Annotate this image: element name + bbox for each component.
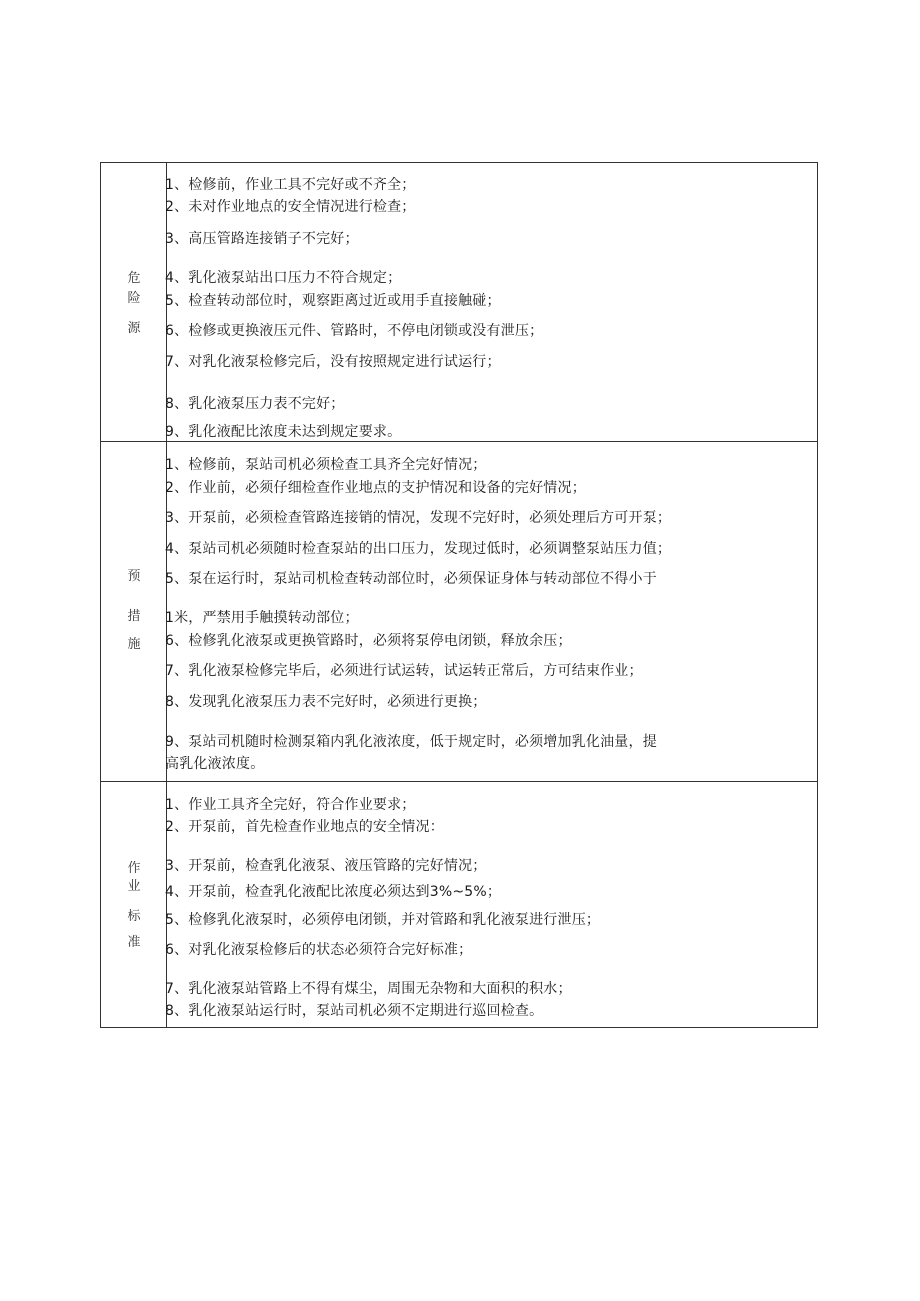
section-label-char: 危 — [127, 271, 141, 286]
section-label-char: 施 — [127, 637, 141, 652]
precaution-item: 1、检修前，泵站司机必须检查工具齐全完好情况； — [165, 457, 487, 473]
standard-item: 8、乳化液泵站运行时，泵站司机必须不定期进行巡回检查。 — [165, 1003, 544, 1019]
section-label-char: 作 — [127, 861, 141, 876]
standard-item: 4、开泵前，检查乳化液配比浓度必须达到3%~5%； — [165, 884, 502, 900]
section-label-char: 措 — [127, 609, 141, 624]
row-divider — [101, 781, 817, 782]
section-label-char: 源 — [127, 321, 141, 336]
standard-item: 7、乳化液泵站管路上不得有煤尘，周围无杂物和大面积的积水； — [165, 981, 572, 997]
hazard-item: 9、乳化液配比浓度未达到规定要求。 — [165, 424, 402, 440]
precaution-item: 4、泵站司机必须随时检查泵站的出口压力，发现过低时，必须调整泵站压力值； — [165, 541, 672, 557]
precaution-item: 8、发现乳化液泵压力表不完好时，必须进行更换； — [165, 694, 487, 710]
hazard-item: 2、未对作业地点的安全情况进行检查； — [165, 199, 416, 215]
standard-item: 5、检修乳化液泵时，必须停电闭锁，并对管路和乳化液泵进行泄压； — [165, 912, 601, 928]
hazard-item: 1、检修前，作业工具不完好或不齐全； — [165, 177, 416, 193]
hazard-item: 6、检修或更换液压元件、管路时，不停电闭锁或没有泄压； — [165, 323, 544, 339]
standard-item: 3、开泵前，检查乳化液泵、液压管路的完好情况； — [165, 858, 487, 874]
hazard-item: 5、检查转动部位时，观察距离过近或用手直接触碰； — [165, 293, 501, 309]
standard-item: 6、对乳化液泵检修后的状态必须符合完好标准； — [165, 942, 473, 958]
precaution-item: 5、泵在运行时，泵站司机检查转动部位时，必须保证身体与转动部位不得小于 — [165, 571, 657, 587]
section-label-char: 业 — [127, 879, 141, 894]
standard-item: 1、作业工具齐全完好，符合作业要求； — [165, 797, 416, 813]
hazard-item: 3、高压管路连接销子不完好； — [165, 231, 359, 247]
precaution-item: 1米，严禁用手触摸转动部位； — [165, 610, 359, 626]
hazard-item: 4、乳化液泵站出口压力不符合规定； — [165, 270, 402, 286]
standard-item: 2、开泵前，首先检查作业地点的安全情况： — [165, 819, 444, 835]
hazard-item: 8、乳化液泵压力表不完好； — [165, 396, 345, 412]
precaution-item: 6、检修乳化液泵或更换管路时，必须将泵停电闭锁，释放余压； — [165, 633, 572, 649]
precaution-item: 7、乳化液泵检修完毕后，必须进行试运转，试运转正常后，方可结束作业； — [165, 663, 643, 679]
precaution-item: 2、作业前，必须仔细检查作业地点的支护情况和设备的完好情况； — [165, 480, 586, 496]
row-divider — [101, 441, 817, 442]
section-label-char: 预 — [127, 569, 141, 584]
precaution-item: 高乳化液浓度。 — [165, 756, 265, 772]
hazard-item: 7、对乳化液泵检修完后，没有按照规定进行试运行； — [165, 354, 501, 370]
precaution-item: 3、开泵前，必须检查管路连接销的情况，发现不完好时，必须处理后方可开泵； — [165, 510, 672, 526]
section-label-char: 标 — [127, 909, 141, 924]
section-label-char: 准 — [127, 935, 141, 950]
section-label-char: 险 — [127, 291, 141, 306]
precaution-item: 9、泵站司机随时检测泵箱内乳化液浓度，低于规定时，必须增加乳化油量，提 — [165, 734, 657, 750]
